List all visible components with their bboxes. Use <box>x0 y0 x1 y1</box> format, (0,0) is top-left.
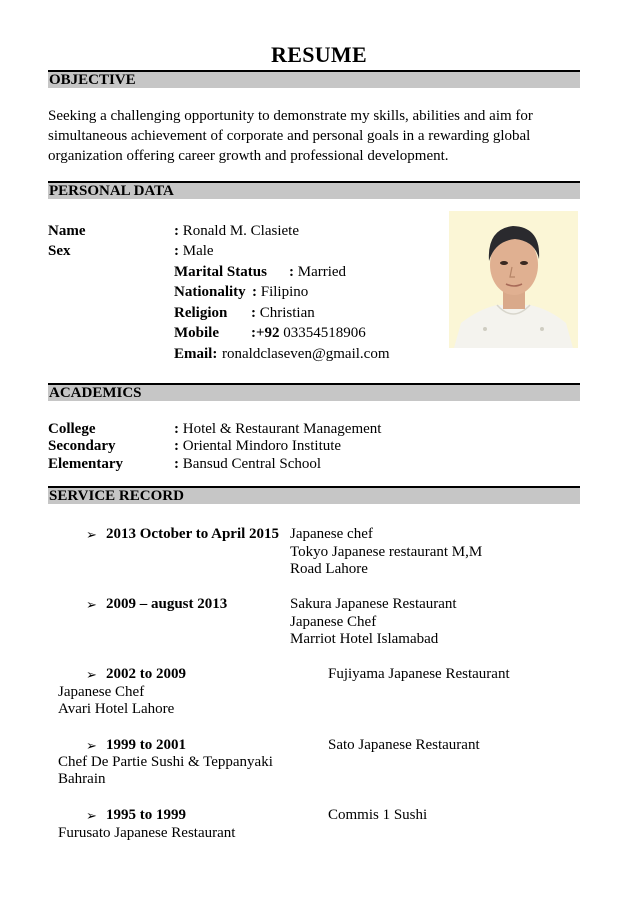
email-label: Email: <box>174 346 218 362</box>
record-1-period: 2013 October to April 2015 <box>106 526 280 542</box>
elementary-value: : Bansud Central School <box>174 456 322 472</box>
record-2-line-3: Marriot Hotel Islamabad <box>290 631 439 647</box>
marital-value: : Married <box>289 264 347 280</box>
record-3-period: 2002 to 2009 <box>106 666 186 682</box>
record-4-line-3: Bahrain <box>58 771 106 787</box>
profile-photo <box>449 211 578 348</box>
objective-text <box>48 106 578 166</box>
college-label: College <box>48 421 96 437</box>
bullet-icon: ➢ <box>86 667 97 682</box>
secondary-value: : Oriental Mindoro Institute <box>174 438 342 454</box>
mobile-value: :+92 03354518906 <box>251 325 366 341</box>
section-objective-label: OBJECTIVE <box>49 72 136 88</box>
section-academics <box>48 383 580 401</box>
record-1-line-2: Tokyo Japanese restaurant M,M <box>290 544 483 560</box>
portrait-image <box>449 211 578 348</box>
record-2-line-2: Japanese Chef <box>290 614 377 630</box>
elementary-label: Elementary <box>48 456 123 472</box>
name-value: : Ronald M. Clasiete <box>174 223 299 239</box>
mobile-label: Mobile <box>174 325 219 341</box>
record-3-line-1: Fujiyama Japanese Restaurant <box>328 666 510 682</box>
record-3-line-2: Japanese Chef <box>58 684 145 700</box>
record-5-period: 1995 to 1999 <box>106 807 186 823</box>
religion-label: Religion <box>174 305 228 321</box>
name-label: Name <box>48 223 86 239</box>
section-personal-label: PERSONAL DATA <box>49 183 174 199</box>
record-5-line-1: Commis 1 Sushi <box>328 807 428 823</box>
record-2-period: 2009 – august 2013 <box>106 596 228 612</box>
record-1-line-3: Road Lahore <box>290 561 368 577</box>
sex-value: : Male <box>174 243 214 259</box>
bullet-icon: ➢ <box>86 738 97 753</box>
record-5-line-2: Furusato Japanese Restaurant <box>58 825 236 841</box>
page-title: RESUME <box>271 42 367 67</box>
section-objective <box>48 70 580 88</box>
nationality-label: Nationality <box>174 284 246 300</box>
objective-line: Seeking a challenging opportunity to demonstrate my skills, abilities and aim for <box>48 108 533 124</box>
section-service-label: SERVICE RECORD <box>49 488 184 504</box>
record-4-period: 1999 to 2001 <box>106 737 186 753</box>
secondary-label: Secondary <box>48 438 116 454</box>
email-value: ronaldclaseven@gmail.com <box>222 346 390 362</box>
record-4-line-1: Sato Japanese Restaurant <box>328 737 480 753</box>
nationality-value: : Filipino <box>252 284 309 300</box>
section-service <box>48 486 580 504</box>
record-1-line-1: Japanese chef <box>290 526 373 542</box>
record-3-line-3: Avari Hotel Lahore <box>58 701 175 717</box>
marital-label: Marital Status <box>174 264 267 280</box>
objective-line: organization offering career growth and professional development. <box>48 148 449 164</box>
name-value-text: Ronald M. Clasiete <box>179 223 299 239</box>
religion-value: : Christian <box>251 305 315 321</box>
section-personal <box>48 181 580 199</box>
section-academics-label: ACADEMICS <box>49 385 142 401</box>
record-4-line-2: Chef De Partie Sushi & Teppanyaki <box>58 754 273 770</box>
college-value: : Hotel & Restaurant Management <box>174 421 382 437</box>
bullet-icon: ➢ <box>86 527 97 542</box>
bullet-icon: ➢ <box>86 808 97 823</box>
sex-label: Sex <box>48 243 71 259</box>
objective-line: simultaneous achievement of corporate and personal goals in a rewarding global <box>48 128 531 144</box>
record-2-line-1: Sakura Japanese Restaurant <box>290 596 457 612</box>
bullet-icon: ➢ <box>86 597 97 612</box>
